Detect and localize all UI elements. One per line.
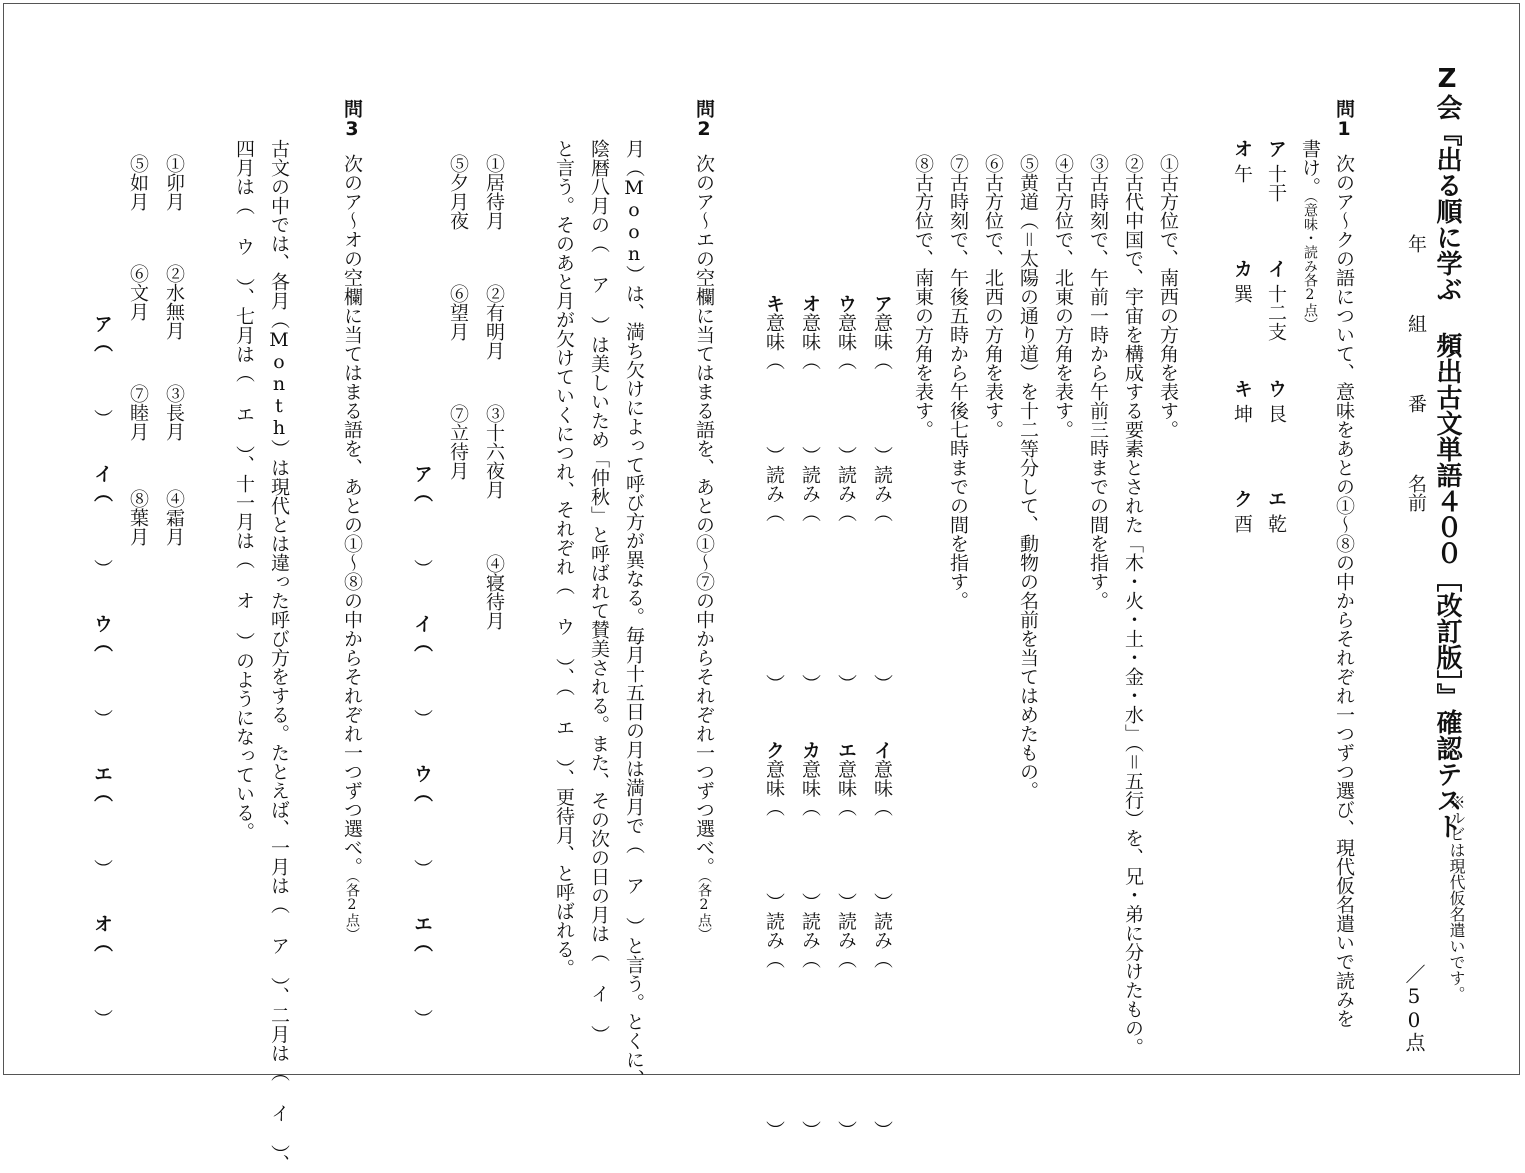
q2-choice-7: ⑦立待月 <box>447 404 469 480</box>
field-year: 年 <box>1405 234 1427 253</box>
q2-instruction: 次のア〜エの空欄に当てはまる語を、あとの①〜⑦の中からそれぞれ一つずつ選べ。（各2点） <box>693 154 715 941</box>
q1-term-e: 乾 <box>1265 514 1287 533</box>
field-class: 組 <box>1405 314 1427 333</box>
q3-choice-7: ⑦睦月 <box>127 384 149 441</box>
q3-answer-o[interactable]: オ（ ） <box>91 914 113 1028</box>
q3-answer-e[interactable]: エ（ ） <box>91 764 113 878</box>
q2-answer-a[interactable]: ア（ ） <box>411 464 433 578</box>
q1-choice-5: ⑤黄道（＝太陽の通り道）を十二等分して、動物の名前を当てはめたもの。 <box>1017 154 1039 800</box>
q3-choice-5: ⑤如月 <box>127 154 149 211</box>
q1-term-e-letter: エ <box>1265 489 1287 508</box>
q1-term-a: 十干 <box>1265 164 1287 202</box>
q2-choice-4: ④寝待月 <box>483 554 505 630</box>
q1-term-ka-letter: カ <box>1231 259 1253 278</box>
q1-answer-row-o-ka[interactable]: オ意味（ ）読み（ ） カ意味（ ）読み（ ） <box>799 294 821 1140</box>
q2-answer-e[interactable]: エ（ ） <box>411 914 433 1028</box>
q2-choice-1: ①居待月 <box>483 154 505 230</box>
q1-term-i-letter: イ <box>1265 259 1287 278</box>
q2-choice-2: ②有明月 <box>483 284 505 360</box>
q3-instruction: 次のア〜オの空欄に当てはまる語を、あとの①〜⑧の中からそれぞれ一つずつ選べ。（各2点） <box>341 154 363 941</box>
q1-term-u: 艮 <box>1265 404 1287 423</box>
q3-answer-i[interactable]: イ（ ） <box>91 464 113 578</box>
q2-choice-5: ⑤夕月夜 <box>447 154 469 230</box>
q1-term-i: 十二支 <box>1265 284 1287 341</box>
q3-choice-6: ⑥文月 <box>127 264 149 321</box>
q2-passage-line-3: と言う。そのあと月が欠けていくにつれ、それぞれ（ ウ ）、（ エ ）、更待月、と呼ばれる。 <box>553 139 575 978</box>
q1-choice-1: ①古方位で、南西の方角を表す。 <box>1157 154 1179 439</box>
q1-answer-row-u-e[interactable]: ウ意味（ ）読み（ ） エ意味（ ）読み（ ） <box>835 294 857 1140</box>
field-name: 名前 <box>1405 474 1427 512</box>
q1-term-ki: 坤 <box>1231 404 1253 423</box>
q1-answer-row-ki-ku[interactable]: キ意味（ ）読み（ ） ク意味（ ）読み（ ） <box>763 294 785 1140</box>
q1-choice-4: ④古方位で、北東の方角を表す。 <box>1052 154 1074 439</box>
q1-term-o: 午 <box>1231 164 1253 183</box>
q1-answer-row-a-i[interactable]: ア意味（ ）読み（ ） イ意味（ ）読み（ ） <box>871 294 893 1140</box>
q1-choice-3: ③古時刻で、午前一時から午前三時までの間を指す。 <box>1087 154 1109 610</box>
q3-passage-line-1: 古文の中では、各月（Month）は現代とは違った呼び方をする。たとえば、一月は（ ア ）、二月は（ イ ）、 <box>268 139 290 1173</box>
q3-answer-u[interactable]: ウ（ ） <box>91 614 113 728</box>
field-number: 番 <box>1405 394 1427 413</box>
q3-choice-1: ①卯月 <box>163 154 185 211</box>
q3-choice-2: ②水無月 <box>163 264 185 340</box>
q3-choice-8: ⑧葉月 <box>127 489 149 546</box>
score-box: ／50点 <box>1402 964 1426 1052</box>
q1-choice-2: ②古代中国で、宇宙を構成する要素とされた「木・火・土・金・水」（＝五行）を、兄・弟に分けたもの。 <box>1122 154 1144 1057</box>
q3-answer-a[interactable]: ア（ ） <box>91 314 113 428</box>
q1-term-u-letter: ウ <box>1265 379 1287 398</box>
q2-answer-i[interactable]: イ（ ） <box>411 614 433 728</box>
q1-term-ku-letter: ク <box>1231 489 1253 508</box>
q3-label: 問3 <box>341 99 363 140</box>
q1-choice-8: ⑧古方位で、南東の方角を表す。 <box>912 154 934 439</box>
q2-label: 問2 <box>693 99 715 140</box>
q1-instruction-cont: 書け。（意味・読み各2点） <box>1299 139 1321 331</box>
q3-choice-4: ④霜月 <box>163 489 185 546</box>
q3-choice-3: ③長月 <box>163 384 185 441</box>
ruby-note: ※ルビは現代仮名遣いです。 <box>1447 794 1466 1002</box>
q1-choice-7: ⑦古時刻で、午後五時から午後七時までの間を指す。 <box>947 154 969 610</box>
q1-term-ki-letter: キ <box>1231 379 1253 398</box>
test-sheet <box>3 3 1520 1173</box>
page-title: Z会『出る順に学ぶ 頻出古文単語４００［改訂版］』確認テスト <box>1432 64 1462 839</box>
q1-term-ka: 巽 <box>1231 284 1253 303</box>
q1-term-a-letter: ア <box>1265 139 1287 158</box>
q2-passage-line-2: 陰暦八月の（ ア ）は美しいため「仲秋」と呼ばれて賛美される。また、その次の日の月は（ イ ） <box>588 139 610 1044</box>
q2-choice-6: ⑥望月 <box>447 284 469 341</box>
q1-term-o-letter: オ <box>1231 139 1253 158</box>
q1-label: 問1 <box>1333 99 1355 140</box>
q1-term-ku: 酉 <box>1231 514 1253 533</box>
q2-choice-3: ③十六夜月 <box>483 404 505 499</box>
q2-answer-u[interactable]: ウ（ ） <box>411 764 433 878</box>
q1-instruction: 次のア〜クの語について、意味をあとの①〜⑧の中からそれぞれ一つずつ選び、現代仮名遣いで読みを <box>1333 154 1355 1028</box>
q1-choice-6: ⑥古方位で、北西の方角を表す。 <box>982 154 1004 439</box>
q2-passage-line-1: 月（Moon）は、満ち欠けによって呼び方が異なる。毎月十五日の月は満月で（ ア ）と言う。とくに、 <box>623 139 645 1088</box>
q3-passage-line-2: 四月は（ ウ ）、七月は（ エ ）、十一月は（ オ ）のようになっている。 <box>233 139 255 841</box>
